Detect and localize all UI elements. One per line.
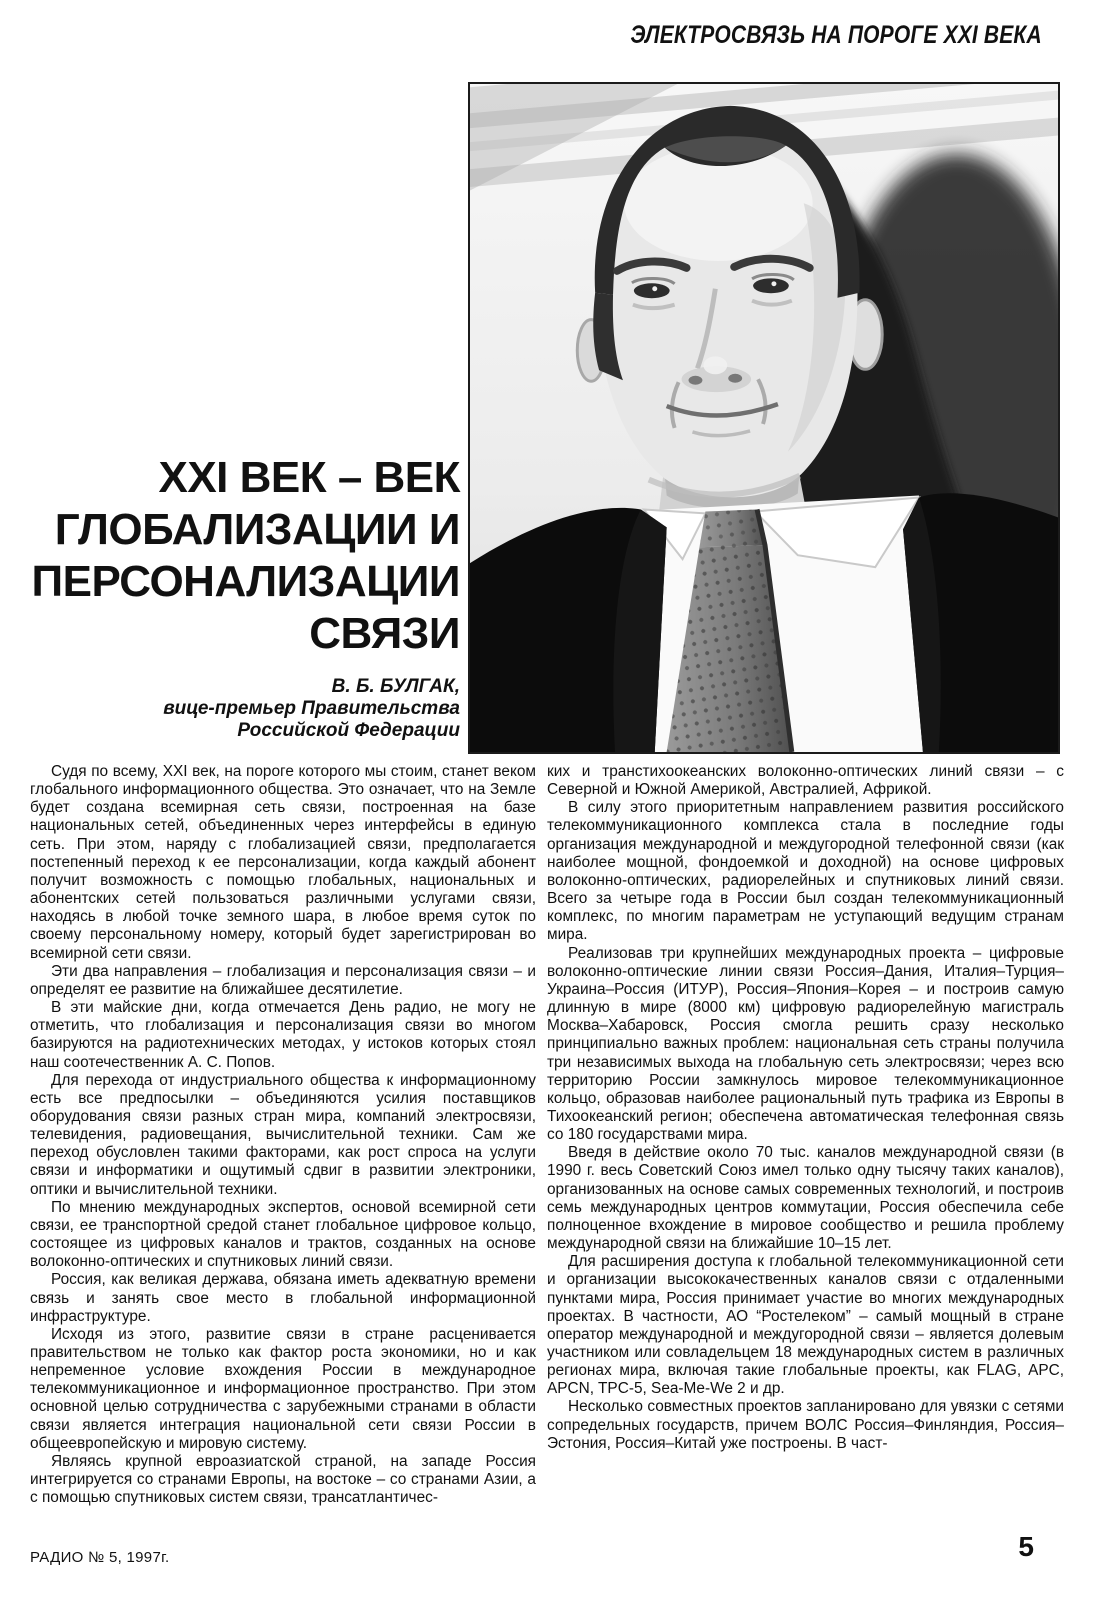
column-right — [547, 763, 1064, 1507]
paragraph: Эти два направления – глобализация и персонализация связи – и определят ее развитие на ближайшее десятилетие. — [30, 962, 536, 998]
title-line: СВЯЗИ — [309, 609, 460, 658]
paragraph: Реализовав три крупнейших международных проекта – цифровые волоконно-оптические линии связи Россия–Дания, Италия–Турция–Украина–Россия (ИТУР), Россия–Япония–Корея – и построив самую длинную в мире (8000 км) цифровую радиорелейную магистраль Москва–Хабаровск, Россия смогла решить сразу несколько принципиально важных проблем: национальная сеть страны получила три независимых выхода на глобальную сеть электросвязи; через всю территорию России замкнулось мировое телекоммуникационное кольцо, образовав наиболее рациональный путь трафика из Европы в Тихоокеанский регион; обеспечена автоматическая телефонная связь со 180 государствами мира. — [547, 944, 1064, 1144]
portrait-photo — [468, 82, 1060, 754]
article-body — [30, 763, 1064, 1507]
paragraph: Исходя из этого, развитие связи в стране расценивается правительством не только как фактор роста экономики, но и как непременное условие вхождения России в международное телекоммуникационное и информационное пространство. При этом основной целью сотрудничества с зарубежными странами в области связи является интеграция национальной сети связи России в общеевропейскую и мировую систему. — [30, 1325, 536, 1452]
title-line: XXI ВЕК – ВЕК — [158, 453, 460, 502]
journal-issue-label: РАДИО № 5, 1997г. — [30, 1549, 170, 1566]
portrait-illustration — [470, 84, 1058, 752]
column-left — [30, 763, 536, 1507]
paragraph: ких и транстихоокеанских волоконно-оптических линий связи – с Северной и Южной Америкой, Австралией, Африкой. — [547, 763, 1064, 799]
paragraph: Россия, как великая держава, обязана иметь адекватную времени связь и занять свое место в глобальной информационной инфраструктуре. — [30, 1271, 536, 1325]
author-role: вице-премьер Правительства — [163, 698, 460, 719]
paragraph: Для перехода от индустриального общества к информационному есть все предпосылки – объединяются усилия поставщиков оборудования связи разных стран мира, компаний электросвязи, телевидения, радиовещания, вычислительной техники. Сам же переход обусловлен такими факторами, как рост спроса на услуги связи и информатики и ощутимый сдвиг в развитии электроники, оптики и вычислительной техники. — [30, 1071, 536, 1198]
paragraph: Являясь крупной евроазиатской страной, на западе Россия интегрируется со странами Европы, на востоке – со странами Азии, а с помощью спутниковых систем связи, трансатлантичес- — [30, 1452, 536, 1507]
title-line: ПЕРСОНАЛИЗАЦИИ — [31, 557, 460, 606]
paragraph: В силу этого приоритетным направлением развития российского телекоммуникационного комплекса стала в последние годы организация международной и междугородной телефонной связи (как наиболее мощной, фондоемкой и доходной) на основе цифровых волоконно-оптических, радиорелейных и спутниковых линий связи. Всего за четыре года в России был создан телекоммуникационный комплекс, по многим параметрам не уступающий ведущим странам мира. — [547, 799, 1064, 944]
author-name: В. Б. БУЛГАК, — [331, 676, 460, 697]
paragraph: Судя по всему, XXI век, на пороге которого мы стоим, станет веком глобального информационного общества. Это означает, что на Земле будет создана всемирная сеть связи, построенная на базе национальных сетей, объединенных через интерфейсы в единую сеть. При этом, наряду с глобализацией связи, предполагается постепенный переход к ее персонализации, когда каждый абонент получит возможность с помощью глобальных, национальных и абонентских сетей пользоваться различными услугами связи, находясь в любой точке земного шара, в любое время суток по своему персональному номеру, который будет зарегистрирован во всемирной сети связи. — [30, 763, 536, 962]
paragraph: Введя в действие около 70 тыс. каналов международной связи (в 1990 г. весь Советский Союз имел только одну тысячу таких каналов), организованных на основе самых современных технологий, и построив семь международных центров коммутации, Россия обеспечила себе полноценное вхождение в мировое сообщество и решила проблему международной связи на ближайшие 10–15 лет. — [547, 1144, 1064, 1253]
author-block — [20, 676, 460, 742]
paragraph: Для расширения доступа к глобальной телекоммуникационной сети и организации высококачественных каналов связи с отдаленными пунктами мира, Россия принимает участие во многих международных проектах. В частности, АО “Ростелеком” – самый мощный в стране оператор международной и междугородной связи – является долевым участником или совладельцем 18 международных систем в различных регионах мира, включая такие глобальные проекты, как FLAG, APC, APCN, TPC-5, Sea-Me-We 2 и др. — [547, 1253, 1064, 1398]
article-title — [20, 452, 460, 660]
page-number: 5 — [1018, 1531, 1034, 1562]
section-kicker: ЭЛЕКТРОСВЯЗЬ НА ПОРОГЕ XXI ВЕКА — [630, 21, 1042, 49]
author-role: Российской Федерации — [237, 720, 460, 741]
paragraph: Несколько совместных проектов запланировано для увязки с сетями сопредельных государств, причем ВОЛС Россия–Финляндия, Россия–Эстония, Россия–Китай уже построены. В част- — [547, 1398, 1064, 1452]
paragraph: В эти майские дни, когда отмечается День радио, не могу не отметить, что глобализация и персонализация связи во многом базируются на радиотехнических методах, у истоков которых стоял наш соотечественник А. С. Попов. — [30, 999, 536, 1071]
paragraph: По мнению международных экспертов, основой всемирной сети связи, ее транспортной средой станет глобальное цифровое кольцо, состоящее из цифровых каналов и трактов, созданных на основе волоконно-оптических и спутниковых линий связи. — [30, 1198, 536, 1271]
title-line: ГЛОБАЛИЗАЦИИ И — [54, 505, 460, 554]
